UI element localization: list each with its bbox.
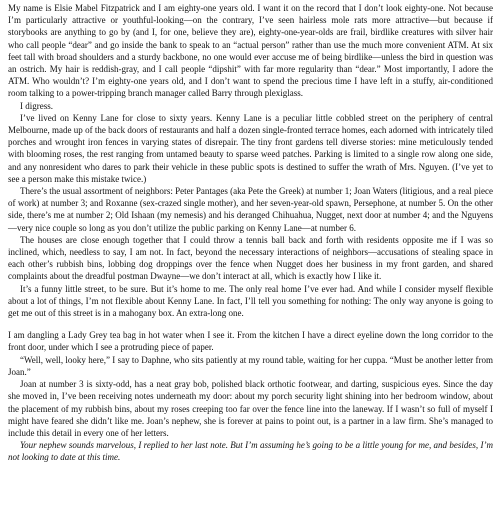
paragraph-neighbors: There’s the usual assortment of neighbors: Peter Pantages (aka Pete the Greek) at number 1; Joan Waters (litigious, and a real piece of work) at number 3; and Roxanne (sex-crazed single mother), and her seven-year-old spawn, Persephone, at number 5. On the other side, there’s me at number 2; Old Ishaan (my nemesis) and his deranged Chihuahua, Nugget, next door at number 4; and the Nguyens—very nice couple so long as you don’t utilize the public parking on Kenny Lane—at number 6.: [8, 186, 493, 233]
paragraph-looky-here: “Well, well, looky here,” I say to Daphne, who sits patiently at my round table, waiting for her cuppa. “Must be another letter from Joan.”: [8, 354, 493, 377]
paragraph-reply-note: Your nephew sounds marvelous, I replied to her last note. But I’m assuming he’s going to be a little young for me, and besides, I’m not looking to date at this time.: [8, 440, 493, 463]
paragraph-houses: The houses are close enough together that I could throw a tennis ball back and forth with residents opposite me if I was so inclined, which, needless to say, I am not. In fact, beyond the necessary interactions of neighbors—accusations of stealing space in each other’s rubbish bins, lobbing dog droppings over the fence when Nugget does her business in my front garden, and shared complaints about the dreadful postman Dwayne—we don’t interact at all, which is exactly how I like it.: [8, 234, 493, 282]
paragraph-kenny-lane: I’ve lived on Kenny Lane for close to sixty years. Kenny Lane is a peculiar little cobbled street on the periphery of central Melbourne, made up of the back doors of restaurants and half a dozen single-fronted terrace homes, each adorned with intricately tiled porches and wrought iron fences in varying states of disrepair. The tiny front gardens tell diverse stories: mine meticulously tended with blooming roses, the rest ranging from untamed beauty to sparse weed patches. Parking is limited to a single row along one side, and any nonresident who dares to park their vehicle in these public spots is destined to suffer the wrath of Mrs. Nguyen. (I’ve yet to see a person make this mistake twice.): [8, 112, 493, 184]
paragraph-tea-bag: I am dangling a Lady Grey tea bag in hot water when I see it. From the kitchen I have a direct eyeline down the long corridor to the front door, under which I see a protruding piece of paper.: [8, 330, 493, 353]
paragraph-digress: I digress.: [20, 100, 53, 111]
paragraph-funny-street: It’s a funny little street, to be sure. But it’s home to me. The only real home I’ve ever had. And while I consider myself flexible about a lot of things, I’m not flexible about Kenny Lane. In fact, I’ll tell you something for nothing: The only way anyone is going to get me out of this street is in a mahogany box. An extra-long one.: [8, 283, 493, 319]
paragraph-intro: My name is Elsie Mabel Fitzpatrick and I am eighty-one years old. I want it on the record that I don’t look eighty-one. Not because I’m particularly attractive or youthful-looking—on the contrary, I’ve seen hairless mole rats more attractive—but because if storybooks are anything to go by (and I, for one, believe they are), eighty-one-year-olds are frail, birdlike creatures with silver hair who call people “dear” and go inside the bank to speak to an “actual person” rather than use the much more convenient ATM. At six feet tall with broad shoulders and a sturdy backbone, no one would ever accuse me of being birdlike—unless the bird in question was an ostrich. My hair is reddish-gray, and I call people “dipshit” with far more regularity than “dear.” Most importantly, I adore the ATM. Who wouldn’t? I’m eighty-one years old, and I don’t want to spend the precious time I have left in a stuffy, air-conditioned room talking to a power-tripping branch manager called Barry through plexiglass.: [8, 3, 493, 99]
paragraph-joan: Joan at number 3 is sixty-odd, has a neat gray bob, polished black orthotic footwear, and darting, suspicious eyes. Since the day she moved in, I’ve been receiving notes underneath my door: about my porch security light shining into her bedroom window, about the placement of my rubbish bins, about my roses creeping too far over the fence line into the laneway. If I wasn’t so full of myself I might have feared she didn’t like me. Joan’s nephew, she is forever at pains to point out, is a partner in a law firm. She’s managed to include this detail in every one of her letters.: [8, 379, 493, 438]
